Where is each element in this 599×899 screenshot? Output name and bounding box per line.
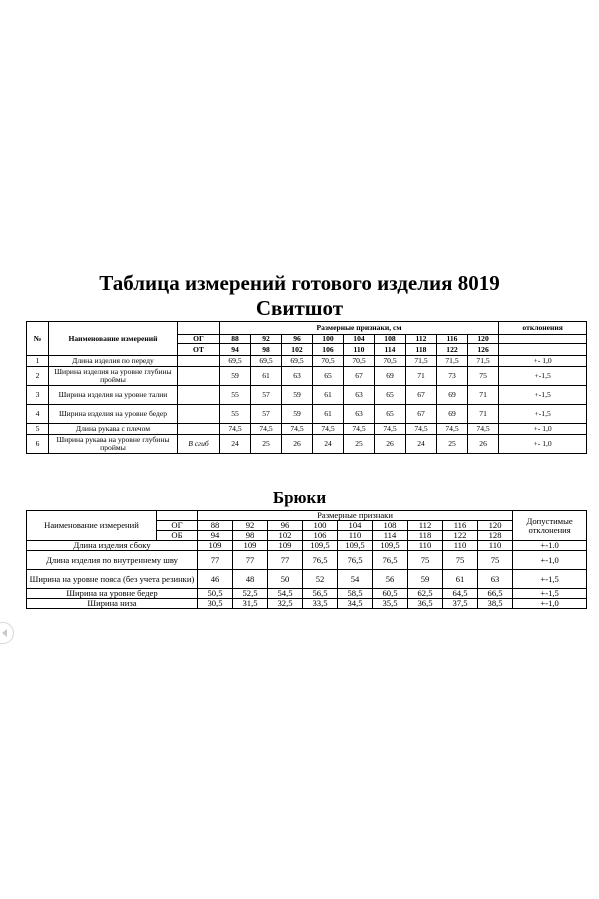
deviation-value: +- 1,0 [499,356,587,367]
og-size: 104 [338,521,373,531]
og-label: ОГ [157,521,198,531]
table-row [27,367,587,386]
measurement-name: Ширина изделия на уровне талии [49,386,178,405]
measurement-value: 110 [443,541,478,551]
measurement-note [178,424,220,435]
deviation-value: +- 1,0 [499,435,587,454]
measurement-value: 56,5 [303,589,338,599]
measurement-name: Длина рукава с плечом [49,424,178,435]
ob-size: 102 [268,531,303,541]
measurement-value: 71,5 [468,356,499,367]
header-empty [157,511,198,521]
measurement-name: Ширина на уровне пояса (без учета резинки) [27,570,198,589]
measurement-value: 74,5 [468,424,499,435]
measurement-value: 55 [220,386,251,405]
header-deviation: отклонения [499,322,587,335]
measurement-value: 57 [251,405,282,424]
ot-size: 98 [251,344,282,356]
table-row [27,599,587,609]
measurement-value: 70,5 [375,356,406,367]
measurement-value: 67 [344,367,375,386]
header-empty [178,322,220,335]
ob-label: ОБ [157,531,198,541]
measurement-value: 50,5 [198,589,233,599]
measurement-value: 75 [443,551,478,570]
measurement-note: В сгиб [178,435,220,454]
measurement-value: 109,5 [373,541,408,551]
ob-size: 118 [408,531,443,541]
section-title-svitshot: Свитшот [255,296,344,320]
measurement-value: 63 [282,367,313,386]
measurement-value: 69 [437,386,468,405]
deviation-value: +-1.0 [513,541,587,551]
deviation-value: +-1,5 [513,570,587,589]
measurement-value: 46 [198,570,233,589]
measurement-value: 64,5 [443,589,478,599]
measurement-value: 60,5 [373,589,408,599]
measurement-value: 38,5 [478,599,513,609]
table-row [27,405,587,424]
deviation-value: +- 1,0 [499,424,587,435]
measurement-value: 77 [233,551,268,570]
og-size: 120 [478,521,513,531]
og-size: 88 [220,335,251,344]
empty-cell [499,344,587,356]
measurement-value: 69 [375,367,406,386]
ot-label: ОТ [178,344,220,356]
ot-size: 106 [313,344,344,356]
measurement-value: 74,5 [220,424,251,435]
measurement-value: 48 [233,570,268,589]
og-size: 96 [268,521,303,531]
measurement-note [178,356,220,367]
table-row [27,541,587,551]
measurement-value: 59 [282,405,313,424]
measurement-value: 52,5 [233,589,268,599]
header-row [27,511,587,521]
measurement-value: 110 [408,541,443,551]
table-row [27,570,587,589]
measurement-value: 54,5 [268,589,303,599]
measurement-name: Ширина изделия на уровне бедер [49,405,178,424]
measurement-value: 59 [408,570,443,589]
og-size: 88 [198,521,233,531]
measurement-value: 63 [478,570,513,589]
deviation-value: +-1,0 [513,551,587,570]
measurement-value: 63 [344,405,375,424]
header-sizes: Размерные признаки, см [220,322,499,335]
deviation-value: +-1,5 [499,386,587,405]
measurement-value: 30,5 [198,599,233,609]
og-size: 96 [282,335,313,344]
measurement-value: 61 [443,570,478,589]
measurement-value: 55 [220,405,251,424]
measurement-value: 71 [468,386,499,405]
ot-size: 118 [406,344,437,356]
measurement-name: Длина изделия по переду [49,356,178,367]
ot-size: 94 [220,344,251,356]
measurement-value: 74,5 [251,424,282,435]
ob-size: 106 [303,531,338,541]
ot-size: 114 [375,344,406,356]
ob-size: 122 [443,531,478,541]
og-size: 92 [233,521,268,531]
table-row [27,356,587,367]
deviation-value: +-1,5 [499,405,587,424]
header-row [27,322,587,335]
ot-size: 126 [468,344,499,356]
measurement-value: 52 [303,570,338,589]
ot-size: 102 [282,344,313,356]
ot-size: 110 [344,344,375,356]
previous-page-arrow-icon[interactable] [0,622,14,644]
measurement-value: 71 [406,367,437,386]
measurement-name: Ширина низа [27,599,198,609]
measurement-value: 35,5 [373,599,408,609]
measurement-value: 26 [375,435,406,454]
og-size: 116 [437,335,468,344]
measurement-value: 66,5 [478,589,513,599]
measurement-value: 74,5 [282,424,313,435]
row-number: 6 [27,435,49,454]
measurement-value: 76,5 [303,551,338,570]
empty-cell [499,335,587,344]
measurement-value: 75 [478,551,513,570]
measurement-value: 109,5 [338,541,373,551]
measurement-value: 71 [468,405,499,424]
header-sizes: Размерные признаки [198,511,513,521]
measurement-value: 77 [198,551,233,570]
table-row [27,386,587,405]
measurement-value: 24 [406,435,437,454]
og-size: 116 [443,521,478,531]
measurement-value: 36,5 [408,599,443,609]
measurement-value: 33,5 [303,599,338,609]
measurement-value: 65 [313,367,344,386]
table-row [27,435,587,454]
measurement-name: Длина изделия сбоку [27,541,198,551]
measurement-value: 74,5 [406,424,437,435]
table-row [27,589,587,599]
measurement-value: 59 [282,386,313,405]
ot-size: 122 [437,344,468,356]
header-name: Наименование измерений [27,511,157,541]
og-size: 92 [251,335,282,344]
ob-size: 98 [233,531,268,541]
row-number: 1 [27,356,49,367]
measurement-value: 73 [437,367,468,386]
deviation-value: +-1,5 [499,367,587,386]
og-size: 108 [375,335,406,344]
measurement-value: 71,5 [437,356,468,367]
row-number: 3 [27,386,49,405]
measurement-value: 34,5 [338,599,373,609]
measurement-note [178,386,220,405]
measurement-value: 61 [251,367,282,386]
measurement-value: 69,5 [220,356,251,367]
measurement-name: Длина изделия по внутреннему шву [27,551,198,570]
measurement-value: 67 [406,386,437,405]
measurement-value: 75 [408,551,443,570]
header-no: № [27,322,49,356]
measurement-value: 69 [437,405,468,424]
measurement-value: 110 [478,541,513,551]
measurement-value: 74,5 [375,424,406,435]
deviation-value: +-1,5 [513,589,587,599]
measurement-value: 109,5 [303,541,338,551]
og-size: 112 [406,335,437,344]
measurement-value: 109 [268,541,303,551]
document-title: Таблица измерений готового изделия 8019 [99,271,500,295]
svitshot-measurements-table [26,321,587,454]
og-size: 104 [344,335,375,344]
measurement-value: 76,5 [373,551,408,570]
measurement-value: 71,5 [406,356,437,367]
measurement-value: 109 [198,541,233,551]
measurement-value: 26 [468,435,499,454]
measurement-name: Ширина на уровне бедер [27,589,198,599]
measurement-value: 75 [468,367,499,386]
measurement-value: 65 [375,386,406,405]
deviation-value: +-1,0 [513,599,587,609]
measurement-value: 37,5 [443,599,478,609]
bryuki-measurements-table [26,510,587,609]
measurement-value: 61 [313,405,344,424]
measurement-value: 50 [268,570,303,589]
measurement-note [178,405,220,424]
measurement-name: Ширина изделия на уровне глубины проймы [49,367,178,386]
measurement-name: Ширина рукава на уровне глубины проймы [49,435,178,454]
ob-size: 128 [478,531,513,541]
measurement-value: 54 [338,570,373,589]
measurement-value: 67 [406,405,437,424]
measurement-value: 24 [220,435,251,454]
measurement-value: 61 [313,386,344,405]
header-name: Наименование измерений [49,322,178,356]
measurement-value: 32,5 [268,599,303,609]
measurement-value: 74,5 [313,424,344,435]
measurement-value: 65 [375,405,406,424]
section-title-bryuki: Брюки [272,488,327,507]
row-number: 5 [27,424,49,435]
og-label: ОГ [178,335,220,344]
measurement-value: 76,5 [338,551,373,570]
header-deviation: Допустимые отклонения [513,511,587,541]
measurement-value: 26 [282,435,313,454]
measurement-value: 25 [437,435,468,454]
measurement-value: 25 [344,435,375,454]
measurement-value: 59 [220,367,251,386]
row-number: 2 [27,367,49,386]
measurement-value: 63 [344,386,375,405]
measurement-value: 24 [313,435,344,454]
measurement-value: 70,5 [344,356,375,367]
table-row [27,551,587,570]
measurement-value: 25 [251,435,282,454]
measurement-value: 74,5 [437,424,468,435]
measurement-value: 69,5 [251,356,282,367]
measurement-value: 74,5 [344,424,375,435]
og-size: 120 [468,335,499,344]
measurement-value: 70,5 [313,356,344,367]
measurement-value: 77 [268,551,303,570]
measurement-note [178,367,220,386]
ob-size: 110 [338,531,373,541]
measurement-value: 109 [233,541,268,551]
measurement-value: 58,5 [338,589,373,599]
measurement-value: 62,5 [408,589,443,599]
measurement-value: 69,5 [282,356,313,367]
og-size: 112 [408,521,443,531]
measurement-value: 57 [251,386,282,405]
og-size: 108 [373,521,408,531]
table-row [27,424,587,435]
measurement-value: 31,5 [233,599,268,609]
ob-size: 94 [198,531,233,541]
measurement-value: 56 [373,570,408,589]
ob-size: 114 [373,531,408,541]
og-size: 100 [303,521,338,531]
og-size: 100 [313,335,344,344]
row-number: 4 [27,405,49,424]
